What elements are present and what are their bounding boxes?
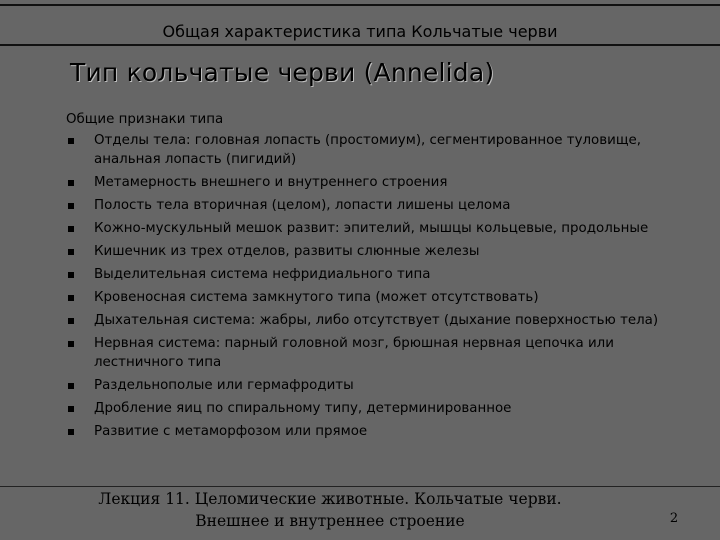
footer-rule xyxy=(0,486,720,487)
list-item xyxy=(66,399,676,418)
square-bullet-icon xyxy=(68,203,74,209)
header-bottom-rule xyxy=(0,44,720,46)
list-item-text: Полость тела вторичная (целом), лопасти лишены целома xyxy=(94,198,511,213)
list-item xyxy=(66,219,676,238)
footer-caption xyxy=(60,488,600,532)
square-bullet-icon xyxy=(68,138,74,144)
header-title: Общая характеристика типа Кольчатые черви xyxy=(162,22,558,41)
list-item xyxy=(66,288,676,307)
square-bullet-icon xyxy=(68,383,74,389)
list-item xyxy=(66,334,676,372)
list-item-text: Раздельнополые или гермафродиты xyxy=(94,378,354,393)
list-item-text: Дробление яиц по спиральному типу, детерминированное xyxy=(94,401,512,416)
list-item-text: Кровеносная система замкнутого типа (может отсутствовать) xyxy=(94,290,539,305)
list-item-text: Кишечник из трех отделов, развиты слюнные железы xyxy=(94,244,480,259)
page-title: Тип кольчатые черви (Annelida) xyxy=(70,58,495,87)
list-item-text: Нервная система: парный головной мозг, брюшная нервная цепочка или лестничного типа xyxy=(94,336,614,370)
feature-list xyxy=(66,131,676,441)
subheading: Общие признаки типа xyxy=(66,112,224,127)
list-item-text: Кожно-мускульный мешок развит: эпителий, мышцы кольцевые, продольные xyxy=(94,221,649,236)
square-bullet-icon xyxy=(68,429,74,435)
square-bullet-icon xyxy=(68,406,74,412)
list-item-text: Метамерность внешнего и внутреннего строения xyxy=(94,175,448,190)
footer-line-1: Лекция 11. Целомические животные. Кольчатые черви. xyxy=(98,490,562,508)
list-item xyxy=(66,242,676,261)
square-bullet-icon xyxy=(68,295,74,301)
list-item-text: Дыхательная система: жабры, либо отсутствует (дыхание поверхностью тела) xyxy=(94,313,659,328)
page-number: 2 xyxy=(669,511,679,526)
list-item xyxy=(66,376,676,395)
list-item xyxy=(66,173,676,192)
list-item-text: Выделительная система нефридиального типа xyxy=(94,267,431,282)
list-item xyxy=(66,265,676,284)
square-bullet-icon xyxy=(68,249,74,255)
list-item-text: Отделы тела: головная лопасть (простомиум), сегментированное туловище, анальная лопасть (пигидий) xyxy=(94,133,641,167)
square-bullet-icon xyxy=(68,180,74,186)
square-bullet-icon xyxy=(68,341,74,347)
square-bullet-icon xyxy=(68,318,74,324)
content-area xyxy=(66,108,676,445)
square-bullet-icon xyxy=(68,272,74,278)
header-top-rule xyxy=(0,4,720,6)
list-item xyxy=(66,422,676,441)
footer-line-2: Внешнее и внутреннее строение xyxy=(195,512,465,530)
list-item xyxy=(66,311,676,330)
list-item-text: Развитие с метаморфозом или прямое xyxy=(94,424,368,439)
list-item xyxy=(66,196,676,215)
list-item xyxy=(66,131,676,169)
square-bullet-icon xyxy=(68,226,74,232)
